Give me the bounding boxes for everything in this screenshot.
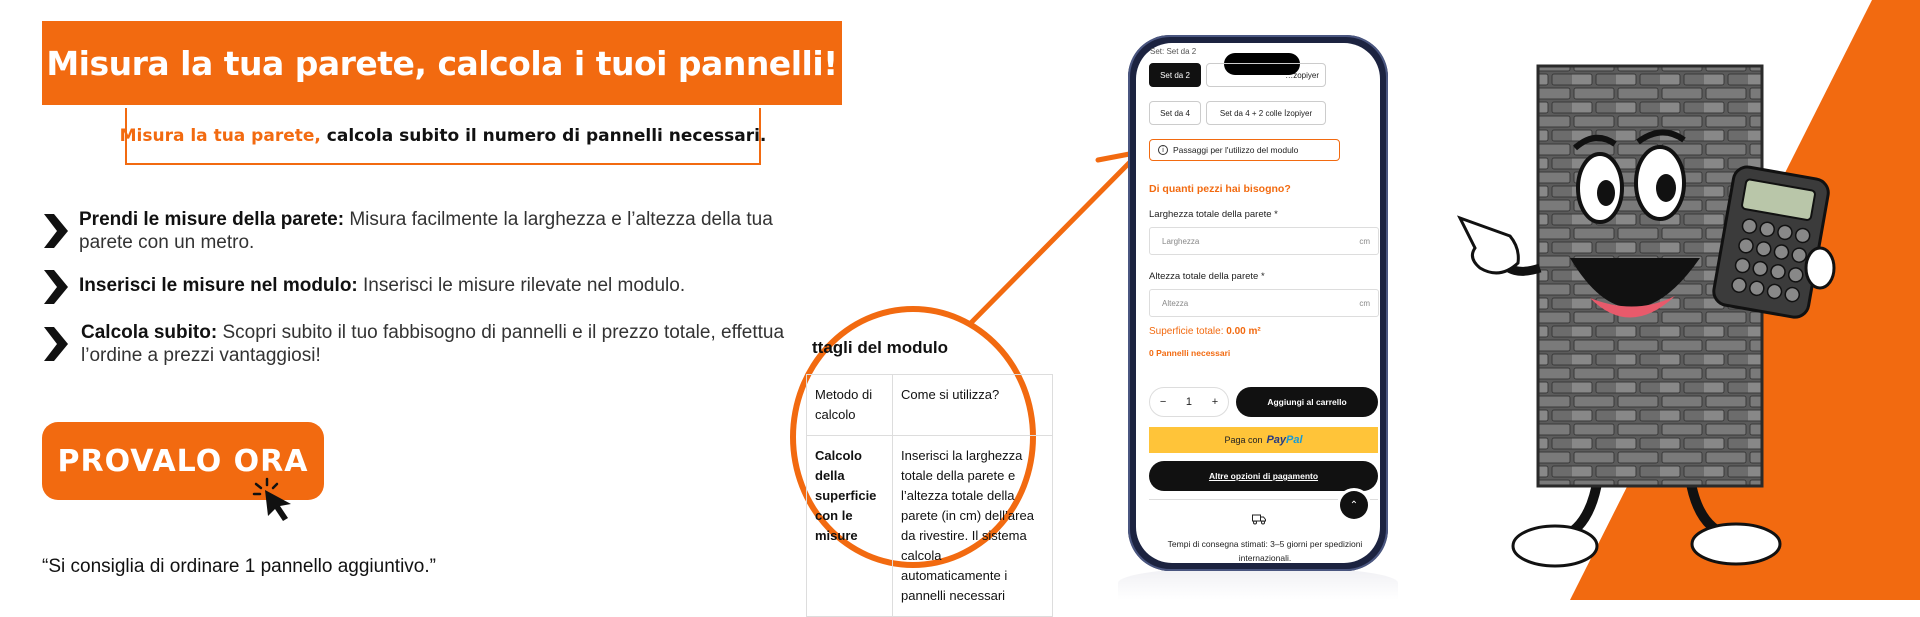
banner-title: Misura la tua parete, calcola i tuoi pannelli!: [46, 43, 838, 83]
option-set-4-plus-glue[interactable]: Set da 4 + 2 colle İzopiyer: [1206, 101, 1326, 125]
table-header-cell: Come si utilizza?: [893, 375, 1053, 436]
surface-value: 0.00 m²: [1226, 326, 1261, 337]
table-row: [807, 436, 1053, 617]
chevron-right-icon: [42, 214, 68, 248]
add-to-cart-button[interactable]: Aggiungi al carrello: [1236, 387, 1378, 417]
height-label: Altezza totale della parete *: [1149, 271, 1265, 282]
step-title: Inserisci le misure nel modulo:: [79, 275, 358, 296]
subtitle-highlight: Misura la tua parete,: [119, 125, 321, 146]
banner-title-bar: [42, 21, 842, 105]
height-placeholder: Altezza: [1162, 298, 1189, 308]
unit-label: cm: [1359, 298, 1370, 308]
info-icon: i: [1158, 145, 1168, 155]
step-body: Scopri subito il tuo fabbisogno di pannelli e il prezzo totale, effettua l’ordine a prezzi vantaggiosi!: [81, 322, 785, 366]
step-title: Prendi le misure della parete:: [79, 209, 345, 230]
quantity-stepper[interactable]: [1149, 387, 1229, 417]
table-cell: Calcolo della superficie con le misure: [807, 436, 893, 617]
other-payment-button[interactable]: Altre opzioni di pagamento: [1149, 461, 1378, 491]
phone-screen: [1136, 43, 1380, 563]
module-steps-button[interactable]: [1149, 139, 1340, 161]
option-set-4[interactable]: Set da 4: [1149, 101, 1201, 125]
paypal-prefix: Paga con: [1224, 435, 1263, 445]
table-header-cell: Metodo di calcolo: [807, 375, 893, 436]
qty-increment-button[interactable]: +: [1211, 396, 1219, 408]
total-surface: [1149, 326, 1261, 337]
step-item: [42, 208, 812, 254]
truck-icon: [1252, 513, 1266, 525]
delivery-info: Tempi di consegna stimati: 3–5 giorni per spedizioni internazionali.: [1167, 539, 1363, 563]
unit-label: cm: [1359, 236, 1370, 246]
qty-value: 1: [1185, 396, 1193, 408]
wall-panel-mascot: [1440, 58, 1880, 578]
subtitle-rest: calcola subito il numero di pannelli necessari.: [326, 125, 767, 146]
step-body: Inserisci le misure rilevate nel modulo.: [363, 275, 686, 296]
steps-list: [42, 208, 812, 381]
pointer-arrow: [940, 130, 1160, 350]
height-input[interactable]: [1149, 289, 1379, 317]
qty-decrement-button[interactable]: −: [1159, 396, 1167, 408]
click-cursor-icon: [251, 476, 297, 522]
pieces-question: Di quanti pezzi hai bisogno?: [1149, 183, 1291, 195]
module-steps-label: Passaggi per l'utilizzo del modulo: [1173, 145, 1299, 155]
scroll-top-button[interactable]: ⌃: [1340, 491, 1368, 519]
table-cell: Inserisci la larghezza totale della parete e l’altezza totale della parete (in cm) dell’area da rivestire. Il sistema calcola automaticamente i pannelli necessari: [893, 436, 1053, 617]
advice-note: “Si consiglia di ordinare 1 pannello aggiuntivo.”: [42, 556, 436, 577]
magnified-module-detail: [790, 306, 1036, 603]
chevron-right-icon: [42, 327, 68, 361]
width-placeholder: Larghezza: [1162, 236, 1200, 246]
banner-subtitle: [120, 126, 767, 146]
option-set-2[interactable]: Set da 2: [1149, 63, 1201, 87]
step-item: [42, 321, 812, 367]
paypal-button[interactable]: [1149, 427, 1378, 453]
panels-needed: 0 Pannelli necessari: [1149, 348, 1231, 358]
phone-mockup: [1128, 35, 1388, 571]
width-input[interactable]: [1149, 227, 1379, 255]
banner-subtitle-box: [119, 108, 767, 165]
step-body: Misura facilmente la larghezza e l’altezza della tua parete con un metro.: [79, 209, 773, 253]
phone-reflection: [1118, 566, 1398, 600]
option-label: …zopiyer: [1285, 70, 1319, 80]
paypal-logo: PayPal: [1266, 434, 1303, 446]
option-set-2-plus-glue[interactable]: [1206, 63, 1326, 87]
module-details-table: [806, 374, 1053, 617]
step-title: Calcola subito:: [81, 322, 218, 343]
surface-label: Superficie totale:: [1149, 326, 1224, 337]
set-label: Set: Set da 2: [1150, 47, 1197, 56]
table-row: [807, 375, 1053, 436]
width-label: Larghezza totale della parete *: [1149, 209, 1278, 220]
try-now-label: PROVALO ORA: [57, 443, 309, 479]
chevron-right-icon: [42, 270, 68, 304]
step-item: [42, 274, 812, 297]
magnifier-title: ttagli del modulo: [812, 338, 948, 357]
